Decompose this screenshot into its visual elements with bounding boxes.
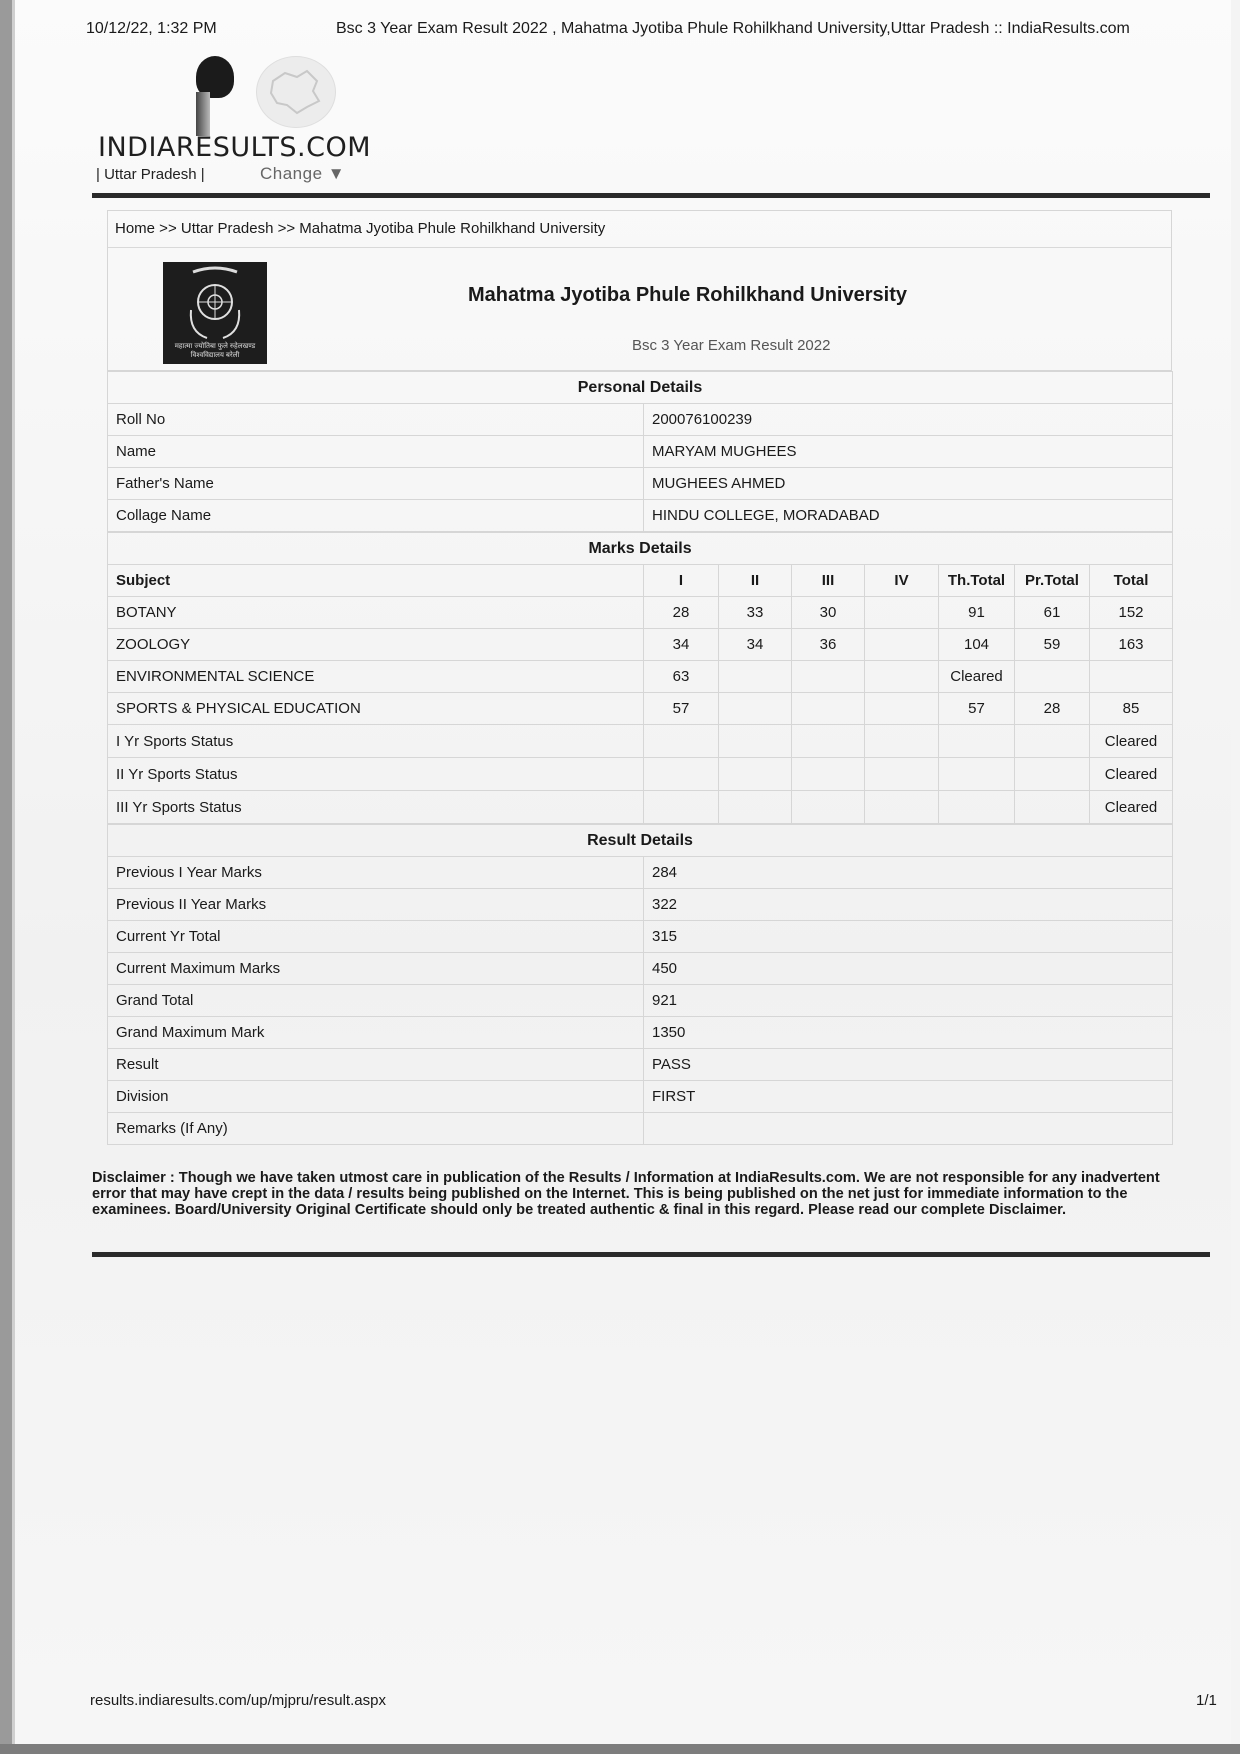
subject-cell: BOTANY bbox=[108, 597, 644, 629]
column-header: II bbox=[719, 565, 792, 597]
state-label: | Uttar Pradesh | bbox=[96, 166, 205, 183]
field-label: Result bbox=[108, 1049, 644, 1081]
mark-cell bbox=[644, 758, 719, 791]
table-row bbox=[108, 404, 1173, 436]
marks-details-table bbox=[107, 532, 1173, 824]
current-year-total-value: 315 bbox=[644, 921, 1173, 953]
subject-cell: SPORTS & PHYSICAL EDUCATION bbox=[108, 693, 644, 725]
mark-cell bbox=[865, 758, 939, 791]
mark-cell: 59 bbox=[1015, 629, 1090, 661]
scan-edge-bottom bbox=[0, 1744, 1240, 1754]
division-value: FIRST bbox=[644, 1081, 1173, 1113]
sports-status-cell: Cleared bbox=[1090, 758, 1173, 791]
mark-cell bbox=[719, 791, 792, 824]
mark-cell bbox=[865, 661, 939, 693]
mark-cell bbox=[939, 758, 1015, 791]
university-seal-icon bbox=[163, 262, 267, 364]
table-row bbox=[108, 921, 1173, 953]
table-row bbox=[108, 857, 1173, 889]
mark-cell: 163 bbox=[1090, 629, 1173, 661]
table-row bbox=[108, 597, 1173, 629]
mark-cell bbox=[719, 693, 792, 725]
mark-cell bbox=[719, 758, 792, 791]
field-label: Remarks (If Any) bbox=[108, 1113, 644, 1145]
subject-cell: ENVIRONMENTAL SCIENCE bbox=[108, 661, 644, 693]
mark-cell bbox=[1015, 725, 1090, 758]
table-row bbox=[108, 791, 1173, 824]
header-divider bbox=[92, 193, 1210, 198]
field-label: Grand Total bbox=[108, 985, 644, 1017]
mark-cell bbox=[865, 725, 939, 758]
table-row bbox=[108, 1049, 1173, 1081]
mark-cell bbox=[644, 791, 719, 824]
breadcrumb[interactable]: Home >> Uttar Pradesh >> Mahatma Jyotiba Phule Rohilkhand University bbox=[107, 210, 1172, 247]
mark-cell: 104 bbox=[939, 629, 1015, 661]
seal-caption: महात्मा ज्योतिबा फुले रुहेलखण्ड विश्वविद्यालय बरेली bbox=[174, 343, 256, 359]
result-details-table bbox=[107, 824, 1173, 1145]
mark-cell: Cleared bbox=[939, 661, 1015, 693]
mark-cell bbox=[865, 791, 939, 824]
personal-details-table bbox=[107, 371, 1173, 532]
grand-max-mark-value: 1350 bbox=[644, 1017, 1173, 1049]
mark-cell: 91 bbox=[939, 597, 1015, 629]
table-row bbox=[108, 1113, 1173, 1145]
remarks-value bbox=[644, 1113, 1173, 1145]
column-header: Subject bbox=[108, 565, 644, 597]
field-label: Grand Maximum Mark bbox=[108, 1017, 644, 1049]
table-row bbox=[108, 1017, 1173, 1049]
print-page-number: 1/1 bbox=[1196, 1692, 1217, 1709]
footer-divider bbox=[92, 1252, 1210, 1257]
field-label: Current Maximum Marks bbox=[108, 953, 644, 985]
mark-cell bbox=[1090, 661, 1173, 693]
field-label: Previous I Year Marks bbox=[108, 857, 644, 889]
subject-cell: I Yr Sports Status bbox=[108, 725, 644, 758]
logo-wordmark: INDIARESULTS.COM bbox=[98, 132, 372, 163]
field-label: Division bbox=[108, 1081, 644, 1113]
result-details-heading: Result Details bbox=[108, 825, 1173, 857]
mark-cell: 57 bbox=[644, 693, 719, 725]
mark-cell: 30 bbox=[792, 597, 865, 629]
logo-figure-icon bbox=[196, 92, 210, 136]
current-max-marks-value: 450 bbox=[644, 953, 1173, 985]
table-row bbox=[108, 693, 1173, 725]
personal-details-heading: Personal Details bbox=[108, 372, 1173, 404]
table-row bbox=[108, 436, 1173, 468]
table-row bbox=[108, 889, 1173, 921]
disclaimer-text: Disclaimer : Though we have taken utmost care in publication of the Results / Information at IndiaResults.com. We are not responsible for any inadvertent error that may have crept in the data / results being published on the Internet. This is being published on the net just for immediate information to the examinees. Board/University Original Certificate should only be treated authentic & final in this regard. Please read our complete Disclaimer. bbox=[92, 1170, 1160, 1218]
sports-status-cell: Cleared bbox=[1090, 791, 1173, 824]
mark-cell bbox=[865, 597, 939, 629]
column-header: I bbox=[644, 565, 719, 597]
mark-cell bbox=[1015, 791, 1090, 824]
table-row bbox=[108, 1081, 1173, 1113]
subject-cell: III Yr Sports Status bbox=[108, 791, 644, 824]
table-row bbox=[108, 758, 1173, 791]
university-header bbox=[107, 247, 1172, 371]
mark-cell: 152 bbox=[1090, 597, 1173, 629]
mark-cell bbox=[644, 725, 719, 758]
mark-cell: 57 bbox=[939, 693, 1015, 725]
mark-cell bbox=[719, 725, 792, 758]
field-label: Current Yr Total bbox=[108, 921, 644, 953]
mark-cell bbox=[792, 693, 865, 725]
table-row bbox=[108, 500, 1173, 532]
grand-total-value: 921 bbox=[644, 985, 1173, 1017]
table-row bbox=[108, 629, 1173, 661]
mark-cell bbox=[1015, 661, 1090, 693]
mark-cell bbox=[792, 758, 865, 791]
mark-cell bbox=[792, 725, 865, 758]
column-header: Pr.Total bbox=[1015, 565, 1090, 597]
mark-cell: 85 bbox=[1090, 693, 1173, 725]
column-header: Th.Total bbox=[939, 565, 1015, 597]
change-state-link[interactable]: Change ▼ bbox=[260, 164, 346, 183]
mark-cell: 34 bbox=[644, 629, 719, 661]
mark-cell bbox=[939, 725, 1015, 758]
university-name: Mahatma Jyotiba Phule Rohilkhand University bbox=[468, 284, 907, 306]
column-header: III bbox=[792, 565, 865, 597]
mark-cell bbox=[939, 791, 1015, 824]
mark-cell: 36 bbox=[792, 629, 865, 661]
name-value: MARYAM MUGHEES bbox=[644, 436, 1173, 468]
result-panel bbox=[107, 210, 1172, 1145]
mark-cell bbox=[719, 661, 792, 693]
mark-cell bbox=[792, 661, 865, 693]
result-value: PASS bbox=[644, 1049, 1173, 1081]
table-row bbox=[108, 985, 1173, 1017]
prev-2-year-marks-value: 322 bbox=[644, 889, 1173, 921]
mark-cell: 61 bbox=[1015, 597, 1090, 629]
table-row bbox=[108, 661, 1173, 693]
print-page-title: Bsc 3 Year Exam Result 2022 , Mahatma Jyotiba Phule Rohilkhand University,Uttar Pradesh :: IndiaResults.com bbox=[336, 20, 1130, 37]
field-label: Father's Name bbox=[108, 468, 644, 500]
college-name-value: HINDU COLLEGE, MORADABAD bbox=[644, 500, 1173, 532]
table-row bbox=[108, 468, 1173, 500]
field-label: Previous II Year Marks bbox=[108, 889, 644, 921]
table-row bbox=[108, 725, 1173, 758]
mark-cell: 33 bbox=[719, 597, 792, 629]
mark-cell bbox=[1015, 758, 1090, 791]
field-label: Collage Name bbox=[108, 500, 644, 532]
mark-cell: 34 bbox=[719, 629, 792, 661]
mark-cell bbox=[792, 791, 865, 824]
roll-no-value: 200076100239 bbox=[644, 404, 1173, 436]
father-name-value: MUGHEES AHMED bbox=[644, 468, 1173, 500]
print-footer-url: results.indiaresults.com/up/mjpru/result.aspx bbox=[90, 1692, 386, 1709]
prev-1-year-marks-value: 284 bbox=[644, 857, 1173, 889]
column-header: IV bbox=[865, 565, 939, 597]
subject-cell: II Yr Sports Status bbox=[108, 758, 644, 791]
field-label: Roll No bbox=[108, 404, 644, 436]
subject-cell: ZOOLOGY bbox=[108, 629, 644, 661]
mark-cell bbox=[865, 693, 939, 725]
marks-details-heading: Marks Details bbox=[108, 533, 1173, 565]
marks-header-row bbox=[108, 565, 1173, 597]
column-header: Total bbox=[1090, 565, 1173, 597]
uttar-pradesh-map-icon bbox=[256, 56, 336, 128]
mark-cell: 28 bbox=[1015, 693, 1090, 725]
sports-status-cell: Cleared bbox=[1090, 725, 1173, 758]
field-label: Name bbox=[108, 436, 644, 468]
print-datetime: 10/12/22, 1:32 PM bbox=[86, 20, 217, 37]
mark-cell: 28 bbox=[644, 597, 719, 629]
site-logo[interactable] bbox=[96, 52, 372, 187]
mark-cell bbox=[865, 629, 939, 661]
table-row bbox=[108, 953, 1173, 985]
mark-cell: 63 bbox=[644, 661, 719, 693]
exam-name: Bsc 3 Year Exam Result 2022 bbox=[632, 337, 831, 354]
